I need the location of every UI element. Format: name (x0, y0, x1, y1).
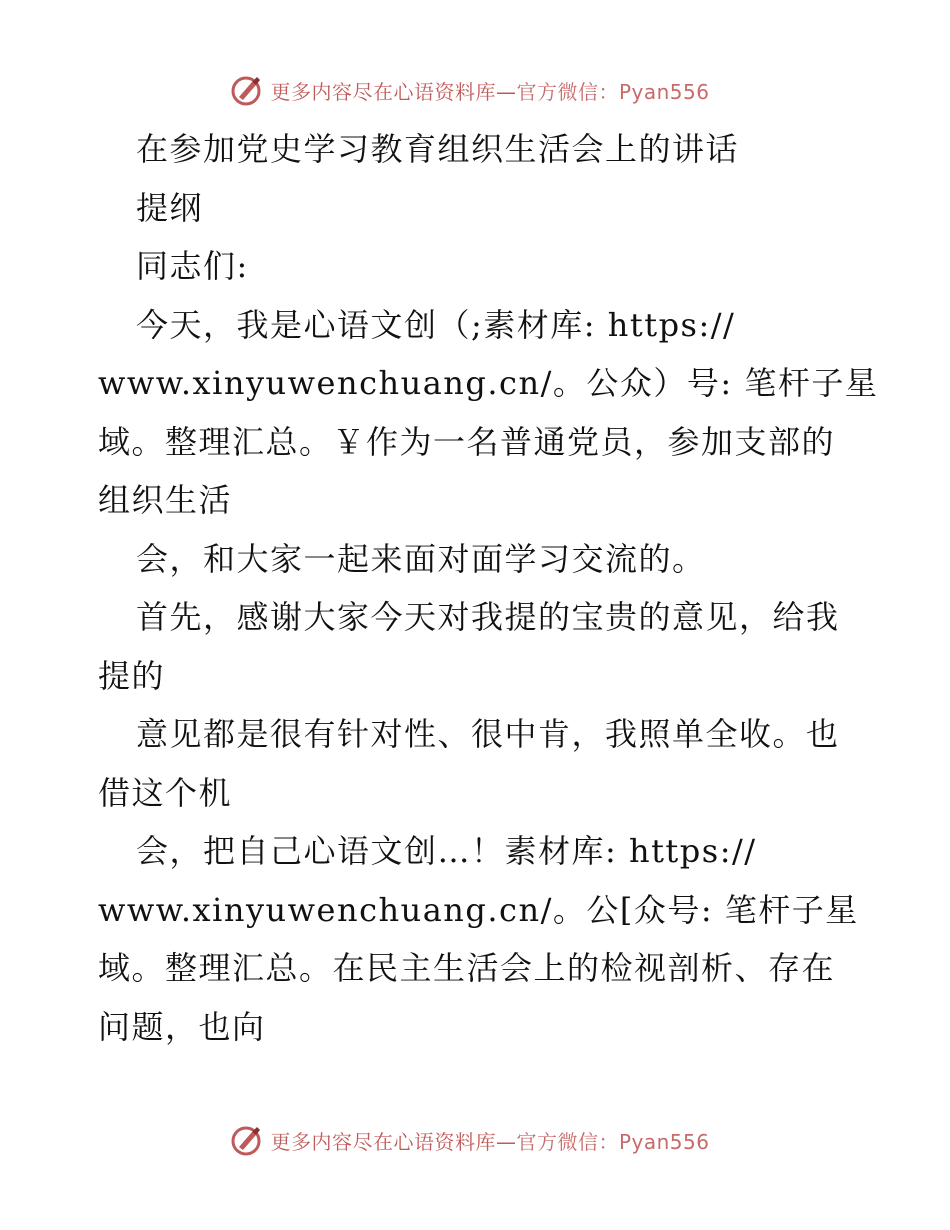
text-line: 首先，感谢大家今天对我提的宝贵的意见，给我 (136, 598, 840, 636)
footer-watermark-banner (0, 1120, 950, 1160)
header-watermark-banner (0, 70, 950, 110)
salutation: 同志们: (136, 247, 249, 285)
text-line: 域。整理汇总。￥作为一名普通党员，参加支部的 (98, 422, 836, 461)
text-line: 域。整理汇总。在民主生活会上的检视剖析、存在 (98, 949, 836, 987)
text-line: 意见都是很有针对性、很中肯，我照单全收。也 (136, 715, 840, 753)
text-line: 会，和大家一起来面对面学习交流的。 (136, 539, 706, 578)
document-subtitle: 提纲 (136, 188, 204, 227)
text-line: 今天，我是心语文创（;素材库: https:// (136, 305, 736, 344)
text-line: 提的 (98, 656, 166, 695)
banner-text: 更多内容尽在心语资料库—官方微信：Pyan556 (270, 79, 710, 104)
banner-text: 更多内容尽在心语资料库—官方微信：Pyan556 (270, 1129, 710, 1154)
text-line: www.xinyuwenchuang.cn/。公众）号: 笔杆子星 (98, 364, 879, 402)
text-line: 问题，也向 (98, 1007, 266, 1046)
document-body (98, 120, 879, 1056)
text-line: 会，把自己心语文创…！素材库: https:// (136, 832, 757, 870)
text-line: www.xinyuwenchuang.cn/。公[众号: 笔杆子星 (98, 890, 859, 929)
pen-logo-icon (230, 73, 264, 107)
document-title: 在参加党史学习教育组织生活会上的讲话 (136, 130, 740, 168)
text-line: 组织生活 (98, 481, 233, 519)
pen-logo-icon (230, 1123, 264, 1157)
text-line: 借这个机 (98, 773, 233, 812)
